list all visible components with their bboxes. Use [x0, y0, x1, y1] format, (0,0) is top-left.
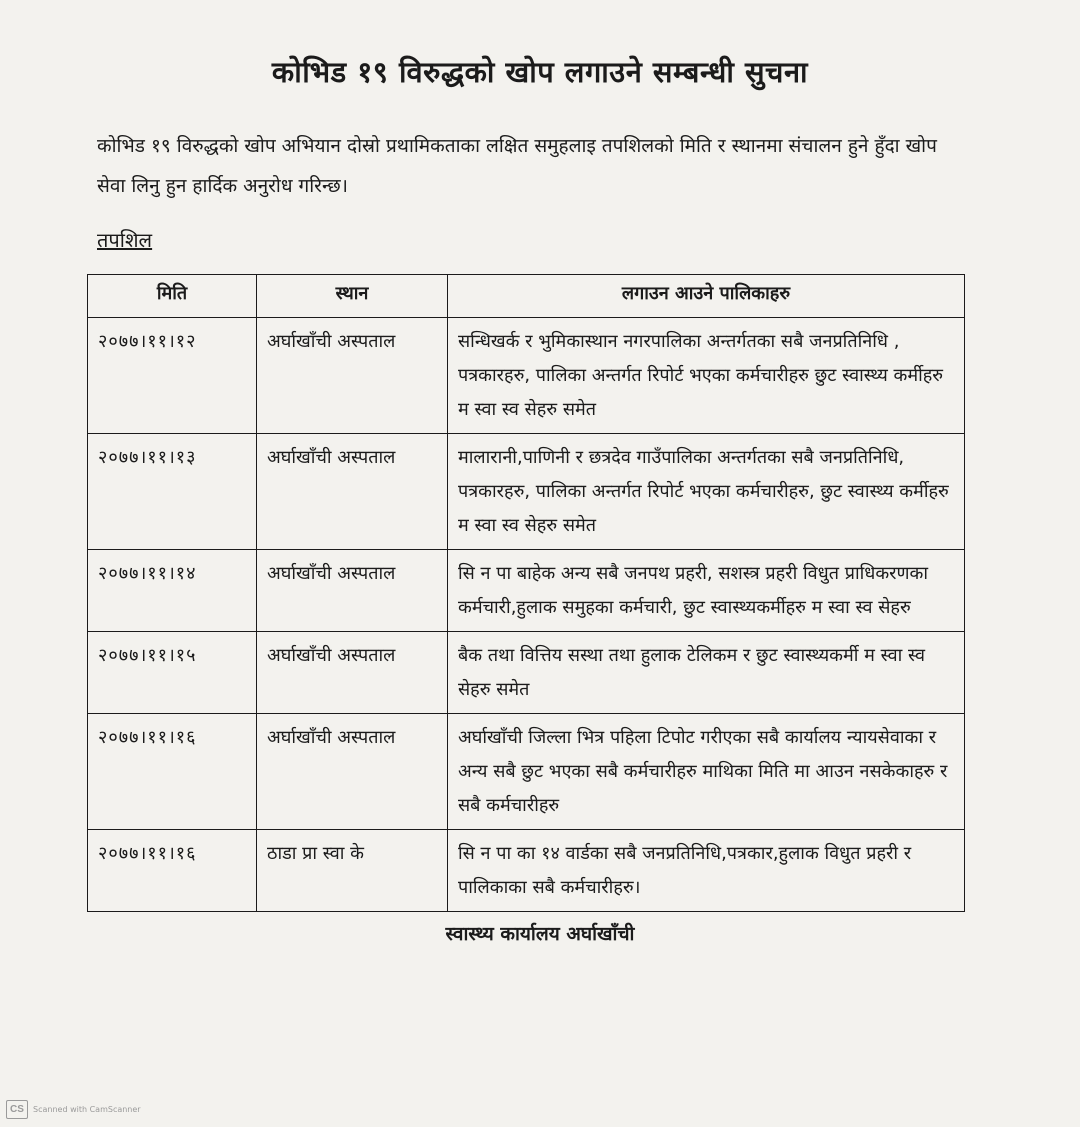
table-row	[88, 632, 965, 714]
scanner-watermark	[6, 1100, 141, 1119]
row-date: २०७७।११।१५	[88, 632, 257, 714]
schedule-table	[87, 274, 965, 912]
row-place: अर्घाखाँची अस्पताल	[257, 550, 448, 632]
table-row	[88, 318, 965, 434]
notice-title: कोभिड १९ विरुद्धको खोप लगाउने सम्बन्धी सुचना	[271, 55, 809, 89]
row-groups: सि न पा बाहेक अन्य सबै जनपथ प्रहरी, सशस्त्र प्रहरी विधुत प्राधिकरणका कर्मचारी,हुलाक समुहका कर्मचारी, छुट स्वास्थ्यकर्मीहरु म स्वा स्व सेहरु	[448, 550, 965, 632]
row-date: २०७७।११।१२	[88, 318, 257, 434]
row-groups: मालारानी,पाणिनी र छत्रदेव गाउँपालिका अन्तर्गतका सबै जनप्रतिनिधि, पत्रकारहरु, पालिका अन्तर्गत रिपोर्ट भएका कर्मचारीहरु, छुट स्वास्थ्य कर्मीहरु म स्वा स्व सेहरु समेत	[448, 434, 965, 550]
row-date: २०७७।११।१६	[88, 830, 257, 912]
row-date: २०७७।११।१४	[88, 550, 257, 632]
header-groups: लगाउन आउने पालिकाहरु	[448, 275, 965, 318]
row-place: अर्घाखाँची अस्पताल	[257, 434, 448, 550]
row-groups: सि न पा का १४ वार्डका सबै जनप्रतिनिधि,पत्रकार,हुलाक विधुत प्रहरी र पालिकाका सबै कर्मचारीहरु।	[448, 830, 965, 912]
table-row	[88, 550, 965, 632]
camscanner-logo-icon: CS	[6, 1100, 28, 1119]
issuer-signature: स्वास्थ्य कार्यालय अर्घाखाँची	[445, 923, 635, 945]
header-place: स्थान	[257, 275, 448, 318]
row-place: ठाडा प्रा स्वा के	[257, 830, 448, 912]
row-place: अर्घाखाँची अस्पताल	[257, 632, 448, 714]
row-place: अर्घाखाँची अस्पताल	[257, 318, 448, 434]
intro-paragraph: कोभिड १९ विरुद्धको खोप अभियान दोस्रो प्रथामिकताका लक्षित समुहलाइ तपशिलको मिति र स्थानमा संचालन हुने हुँदा खोप सेवा लिनु हुन हार्दिक अनुरोध गरिन्छ।	[97, 135, 937, 197]
table-header-row	[88, 275, 965, 318]
header-date: मिति	[88, 275, 257, 318]
row-groups: सन्धिखर्क र भुमिकास्थान नगरपालिका अन्तर्गतका सबै जनप्रतिनिधि , पत्रकारहरु, पालिका अन्तर्गत रिपोर्ट भएका कर्मचारीहरु छुट स्वास्थ्य कर्मीहरु म स्वा स्व सेहरु समेत	[448, 318, 965, 434]
row-date: २०७७।११।१६	[88, 714, 257, 830]
table-row	[88, 434, 965, 550]
row-date: २०७७।११।१३	[88, 434, 257, 550]
section-label: तपशिल	[97, 228, 153, 252]
row-groups: अर्घाखाँची जिल्ला भित्र पहिला टिपोट गरीएका सबै कार्यालय न्यायसेवाका र अन्य सबै छुट भएका सबै कर्मचारीहरु माथिका मिति मा आउन नसकेकाहरु र सबै कर्मचारीहरु	[448, 714, 965, 830]
table-row	[88, 830, 965, 912]
row-place: अर्घाखाँची अस्पताल	[257, 714, 448, 830]
row-groups: बैक तथा वित्तिय सस्था तथा हुलाक टेलिकम र छुट स्वास्थ्यकर्मी म स्वा स्व सेहरु समेत	[448, 632, 965, 714]
watermark-text: Scanned with CamScanner	[33, 1105, 141, 1114]
table-row	[88, 714, 965, 830]
